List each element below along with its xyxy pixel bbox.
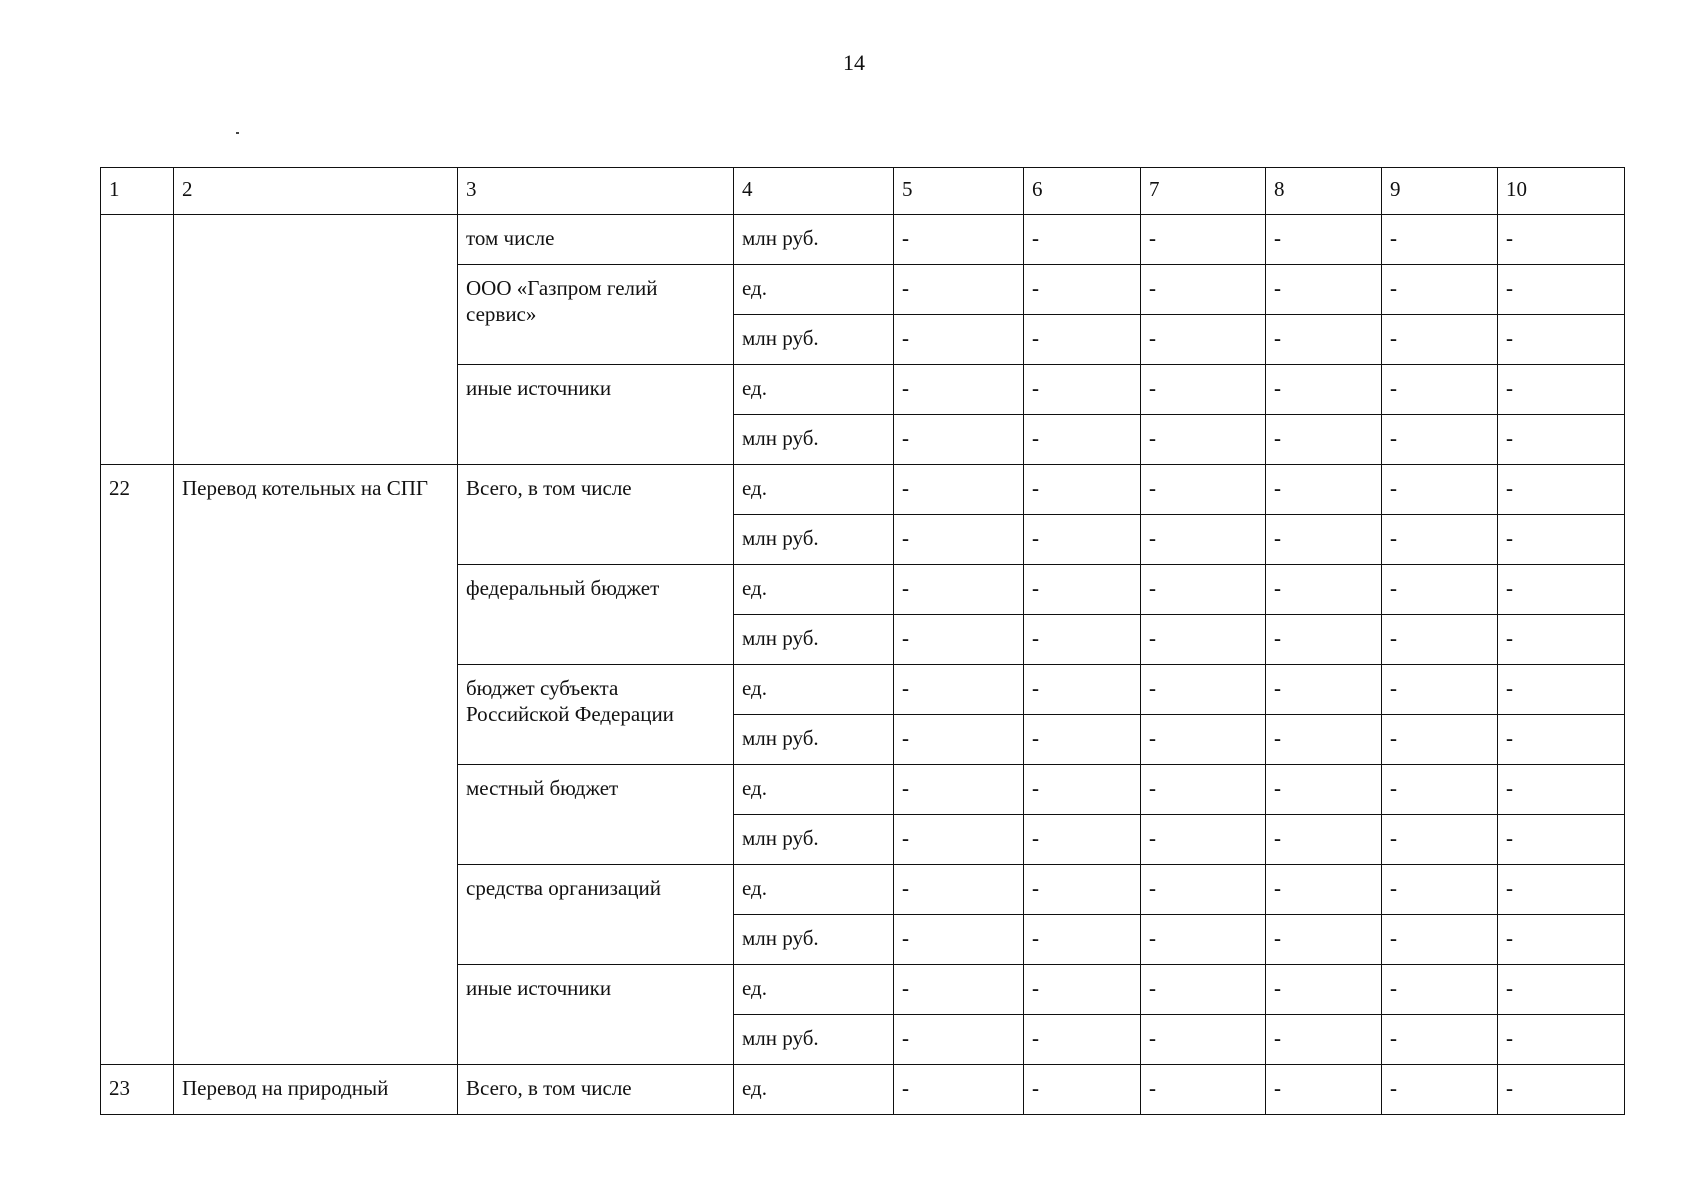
- value-cell: -: [1141, 1015, 1266, 1065]
- value-cell: -: [1498, 765, 1625, 815]
- value-cell: -: [1382, 315, 1498, 365]
- value-cell: -: [1498, 415, 1625, 465]
- header-cell: 4: [734, 168, 894, 215]
- value-cell: -: [1266, 615, 1382, 665]
- value-cell: -: [1024, 915, 1141, 965]
- value-cell: -: [1141, 465, 1266, 515]
- value-cell: -: [894, 265, 1024, 315]
- value-cell: -: [1382, 365, 1498, 415]
- value-cell: -: [1382, 465, 1498, 515]
- table-row: [101, 465, 1625, 515]
- source-cell: Всего, в том числе: [458, 1065, 734, 1115]
- value-cell: -: [1024, 265, 1141, 315]
- value-cell: -: [1498, 365, 1625, 415]
- unit-cell: ед.: [734, 265, 894, 315]
- value-cell: -: [1498, 515, 1625, 565]
- value-cell: -: [1382, 965, 1498, 1015]
- value-cell: -: [1141, 265, 1266, 315]
- header-cell: 5: [894, 168, 1024, 215]
- value-cell: -: [894, 415, 1024, 465]
- source-cell: том числе: [458, 215, 734, 265]
- source-cell: Всего, в том числе: [458, 465, 734, 565]
- value-cell: -: [1382, 665, 1498, 715]
- value-cell: -: [1266, 765, 1382, 815]
- value-cell: -: [1024, 1065, 1141, 1115]
- value-cell: -: [1266, 665, 1382, 715]
- value-cell: -: [1382, 1065, 1498, 1115]
- value-cell: -: [1266, 465, 1382, 515]
- value-cell: -: [1024, 365, 1141, 415]
- value-cell: -: [894, 865, 1024, 915]
- value-cell: -: [1382, 615, 1498, 665]
- value-cell: -: [894, 665, 1024, 715]
- value-cell: -: [1024, 415, 1141, 465]
- value-cell: -: [1498, 665, 1625, 715]
- value-cell: -: [1498, 315, 1625, 365]
- source-cell: средства организаций: [458, 865, 734, 965]
- unit-cell: ед.: [734, 765, 894, 815]
- page-number: 14: [843, 50, 865, 75]
- value-cell: -: [1382, 215, 1498, 265]
- value-cell: -: [1024, 965, 1141, 1015]
- financing-table: [100, 167, 1625, 1115]
- value-cell: -: [1498, 915, 1625, 965]
- source-cell: бюджет субъекта Российской Федерации: [458, 665, 734, 765]
- value-cell: -: [1141, 865, 1266, 915]
- source-cell: ООО «Газпром гелий сервис»: [458, 265, 734, 365]
- header-cell: 9: [1382, 168, 1498, 215]
- unit-cell: млн руб.: [734, 1015, 894, 1065]
- value-cell: -: [1266, 915, 1382, 965]
- value-cell: -: [894, 615, 1024, 665]
- value-cell: -: [1141, 415, 1266, 465]
- value-cell: -: [1266, 1015, 1382, 1065]
- value-cell: -: [1498, 815, 1625, 865]
- value-cell: -: [1498, 1015, 1625, 1065]
- value-cell: -: [1382, 265, 1498, 315]
- unit-cell: млн руб.: [734, 315, 894, 365]
- value-cell: -: [1266, 215, 1382, 265]
- value-cell: -: [1024, 215, 1141, 265]
- value-cell: -: [894, 465, 1024, 515]
- header-cell: 7: [1141, 168, 1266, 215]
- unit-cell: млн руб.: [734, 615, 894, 665]
- measure-name-cell: Перевод на природный: [174, 1065, 458, 1115]
- value-cell: -: [1498, 865, 1625, 915]
- unit-cell: млн руб.: [734, 915, 894, 965]
- row-number-cell: [101, 215, 174, 465]
- value-cell: -: [1382, 815, 1498, 865]
- measure-name-cell: Перевод котельных на СПГ: [174, 465, 458, 1065]
- value-cell: -: [1141, 1065, 1266, 1115]
- value-cell: -: [1141, 765, 1266, 815]
- unit-cell: ед.: [734, 365, 894, 415]
- source-cell: иные источники: [458, 965, 734, 1065]
- header-cell: 3: [458, 168, 734, 215]
- header-cell: 10: [1498, 168, 1625, 215]
- scan-speck: [236, 132, 239, 134]
- value-cell: -: [1498, 1065, 1625, 1115]
- value-cell: -: [1498, 265, 1625, 315]
- value-cell: -: [894, 915, 1024, 965]
- value-cell: -: [1141, 665, 1266, 715]
- value-cell: -: [1024, 515, 1141, 565]
- value-cell: -: [1141, 615, 1266, 665]
- value-cell: -: [1266, 365, 1382, 415]
- value-cell: -: [894, 515, 1024, 565]
- value-cell: -: [1024, 665, 1141, 715]
- row-number-cell: 23: [101, 1065, 174, 1115]
- value-cell: -: [1024, 565, 1141, 615]
- value-cell: -: [894, 365, 1024, 415]
- value-cell: -: [1382, 765, 1498, 815]
- value-cell: -: [1024, 615, 1141, 665]
- value-cell: -: [1141, 715, 1266, 765]
- value-cell: -: [1382, 515, 1498, 565]
- value-cell: -: [894, 815, 1024, 865]
- value-cell: -: [1498, 215, 1625, 265]
- unit-cell: ед.: [734, 865, 894, 915]
- value-cell: -: [1141, 365, 1266, 415]
- table-row: [101, 1065, 1625, 1115]
- value-cell: -: [1498, 715, 1625, 765]
- value-cell: -: [1266, 1065, 1382, 1115]
- measure-name-cell: [174, 215, 458, 465]
- header-row: [101, 168, 1625, 215]
- value-cell: -: [894, 715, 1024, 765]
- unit-cell: ед.: [734, 465, 894, 515]
- value-cell: -: [1266, 565, 1382, 615]
- value-cell: -: [1024, 865, 1141, 915]
- value-cell: -: [1382, 1015, 1498, 1065]
- value-cell: -: [894, 1065, 1024, 1115]
- table-row: [101, 215, 1625, 265]
- value-cell: -: [1141, 215, 1266, 265]
- value-cell: -: [1382, 915, 1498, 965]
- value-cell: -: [1382, 565, 1498, 615]
- value-cell: -: [1024, 715, 1141, 765]
- value-cell: -: [1382, 865, 1498, 915]
- value-cell: -: [1382, 715, 1498, 765]
- value-cell: -: [1141, 915, 1266, 965]
- value-cell: -: [1498, 465, 1625, 515]
- header-cell: 2: [174, 168, 458, 215]
- unit-cell: ед.: [734, 1065, 894, 1115]
- value-cell: -: [1498, 965, 1625, 1015]
- value-cell: -: [894, 765, 1024, 815]
- source-cell: иные источники: [458, 365, 734, 465]
- value-cell: -: [894, 965, 1024, 1015]
- unit-cell: млн руб.: [734, 715, 894, 765]
- value-cell: -: [1141, 315, 1266, 365]
- unit-cell: млн руб.: [734, 815, 894, 865]
- value-cell: -: [1266, 715, 1382, 765]
- value-cell: -: [1382, 415, 1498, 465]
- value-cell: -: [1024, 465, 1141, 515]
- value-cell: -: [1266, 965, 1382, 1015]
- value-cell: -: [1024, 815, 1141, 865]
- value-cell: -: [1266, 515, 1382, 565]
- value-cell: -: [894, 215, 1024, 265]
- value-cell: -: [894, 565, 1024, 615]
- value-cell: -: [1141, 565, 1266, 615]
- value-cell: -: [1498, 615, 1625, 665]
- row-number-cell: 22: [101, 465, 174, 1065]
- source-cell: местный бюджет: [458, 765, 734, 865]
- value-cell: -: [894, 1015, 1024, 1065]
- header-cell: 1: [101, 168, 174, 215]
- unit-cell: млн руб.: [734, 215, 894, 265]
- value-cell: -: [1024, 315, 1141, 365]
- value-cell: -: [1266, 415, 1382, 465]
- value-cell: -: [1266, 865, 1382, 915]
- value-cell: -: [894, 315, 1024, 365]
- unit-cell: ед.: [734, 665, 894, 715]
- unit-cell: млн руб.: [734, 415, 894, 465]
- unit-cell: ед.: [734, 965, 894, 1015]
- header-cell: 8: [1266, 168, 1382, 215]
- value-cell: -: [1141, 515, 1266, 565]
- unit-cell: ед.: [734, 565, 894, 615]
- value-cell: -: [1141, 815, 1266, 865]
- value-cell: -: [1141, 965, 1266, 1015]
- header-cell: 6: [1024, 168, 1141, 215]
- value-cell: -: [1024, 1015, 1141, 1065]
- value-cell: -: [1024, 765, 1141, 815]
- value-cell: -: [1266, 265, 1382, 315]
- value-cell: -: [1266, 815, 1382, 865]
- source-cell: федеральный бюджет: [458, 565, 734, 665]
- unit-cell: млн руб.: [734, 515, 894, 565]
- value-cell: -: [1266, 315, 1382, 365]
- value-cell: -: [1498, 565, 1625, 615]
